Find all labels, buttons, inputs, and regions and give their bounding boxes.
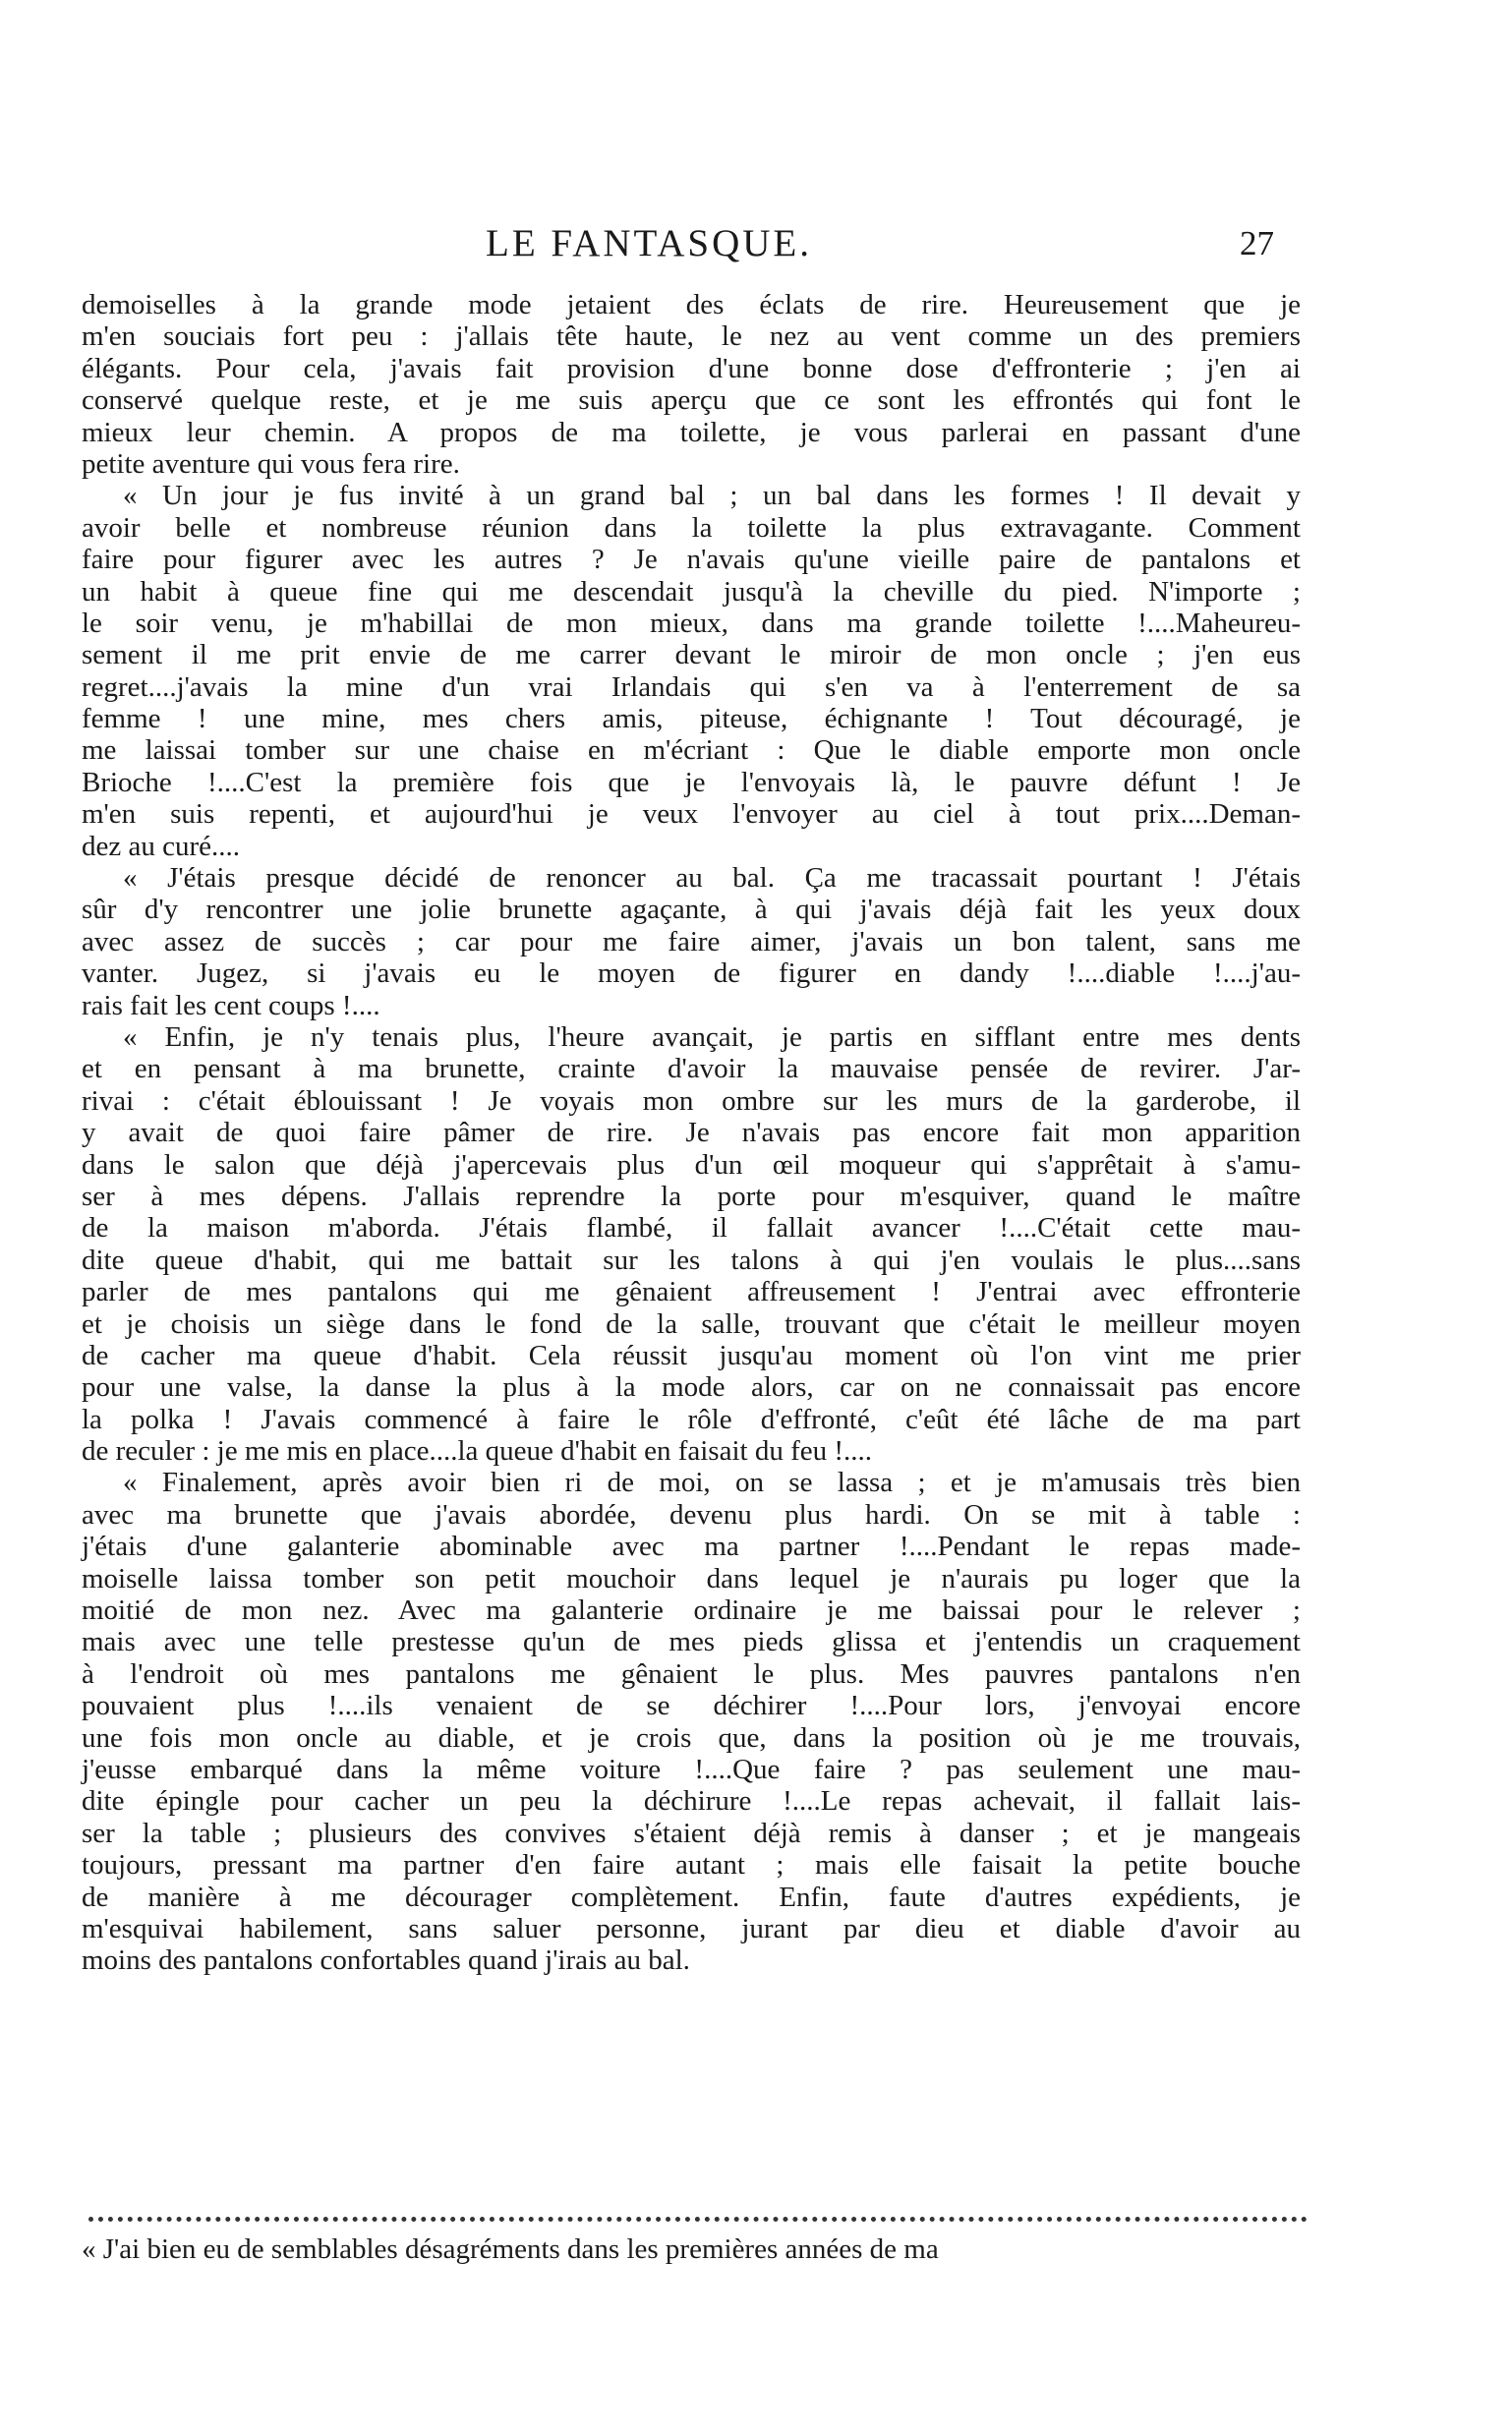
text-line: parler de mes pantalons qui me gênaient affreusement ! J'entrai avec effronterie [82, 1276, 1301, 1308]
text-line: « Enfin, je n'y tenais plus, l'heure avançait, je partis en sifflant entre mes dents [123, 1020, 1301, 1053]
text-line: rivai : c'était éblouissant ! Je voyais mon ombre sur les murs de la garderobe, il [82, 1084, 1301, 1117]
text-line: rais fait les cent coups !.... [82, 989, 380, 1021]
text-line: sement il me prit envie de me carrer devant le miroir de mon oncle ; j'en eus [82, 639, 1301, 671]
text-line: conservé quelque reste, et je me suis aperçu que ce sont les effrontés qui font le [82, 384, 1301, 417]
text-line: Brioche !....C'est la première fois que je l'envoyais là, le pauvre défunt ! Je [82, 766, 1301, 798]
body-text [82, 289, 1301, 1977]
text-line: toujours, pressant ma partner d'en faire autant ; mais elle faisait la petite bouche [82, 1849, 1301, 1882]
text-line: de la maison m'aborda. J'étais flambé, il fallait avancer !....C'était cette mau- [82, 1212, 1301, 1245]
text-line: y avait de quoi faire pâmer de rire. Je n'avais pas encore fait mon apparition [82, 1117, 1301, 1149]
text-line: sûr d'y rencontrer une jolie brunette agaçante, à qui j'avais déjà fait les yeux doux [82, 894, 1301, 926]
text-line: moitié de mon nez. Avec ma galanterie ordinaire je me baissai pour le relever ; [82, 1594, 1301, 1627]
text-line: élégants. Pour cela, j'avais fait provision d'une bonne dose d'effronterie ; j'en ai [82, 352, 1301, 384]
text-line: demoiselles à la grande mode jetaient des éclats de rire. Heureusement que je [82, 289, 1301, 320]
text-line: le soir venu, je m'habillai de mon mieux, dans ma grande toilette !....Maheureu- [82, 607, 1301, 639]
text-line: pour une valse, la danse la plus à la mode alors, car on ne connaissait pas encore [82, 1371, 1301, 1404]
text-line: ser la table ; plusieurs des convives s'étaient déjà remis à danser ; et je mangeais [82, 1817, 1301, 1849]
text-line: de cacher ma queue d'habit. Cela réussit jusqu'au moment où l'on vint me prier [82, 1339, 1301, 1371]
text-line: mieux leur chemin. A propos de ma toilette, je vous parlerai en passant d'une [82, 416, 1301, 448]
text-line: mais avec une telle prestesse qu'un de mes pieds glissa et j'entendis un craquement [82, 1626, 1301, 1658]
text-line: dite queue d'habit, qui me battait sur les talons à qui j'en voulais le plus....sans [82, 1244, 1301, 1276]
text-line: dite épingle pour cacher un peu la déchirure !....Le repas achevait, il fallait lais- [82, 1785, 1301, 1818]
text-line: et je choisis un siège dans le fond de la salle, trouvant que c'était le meilleur moyen [82, 1307, 1301, 1340]
text-line-final: « J'ai bien eu de semblables désagréments dans les premières années de ma [82, 2233, 939, 2265]
text-line: avec assez de succès ; car pour me faire aimer, j'avais un bon talent, sans me [82, 925, 1301, 957]
text-line: dez au curé.... [82, 830, 241, 862]
dotted-separator [88, 2217, 1308, 2233]
text-line: « Un jour je fus invité à un grand bal ; un bal dans les formes ! Il devait y [123, 480, 1301, 512]
running-header [0, 214, 1512, 273]
text-line: m'en souciais fort peu : j'allais tête haute, le nez au vent comme un des premiers [82, 320, 1301, 353]
text-line: pouvaient plus !....ils venaient de se déchirer !....Pour lors, j'envoyai encore [82, 1690, 1301, 1722]
text-line: avec ma brunette que j'avais abordée, devenu plus hardi. On se mit à table : [82, 1498, 1301, 1531]
text-line: m'esquivai habilement, sans saluer personne, jurant par dieu et diable d'avoir au [82, 1912, 1301, 1944]
text-line: femme ! une mine, mes chers amis, piteuse, échignante ! Tout découragé, je [82, 703, 1301, 735]
text-line: petite aventure qui vous fera rire. [82, 447, 460, 480]
text-line: faire pour figurer avec les autres ? Je n'avais qu'une vieille paire de pantalons et [82, 544, 1301, 576]
text-line: « J'étais presque décidé de renoncer au bal. Ça me tracassait pourtant ! J'étais [123, 862, 1301, 895]
text-line: et en pensant à ma brunette, crainte d'avoir la mauvaise pensée de revirer. J'ar- [82, 1053, 1301, 1085]
text-line: j'eusse embarqué dans la même voiture !....Que faire ? pas seulement une mau- [82, 1753, 1301, 1785]
text-line: j'étais d'une galanterie abominable avec ma partner !....Pendant le repas made- [82, 1531, 1301, 1563]
text-line: ser à mes dépens. J'allais reprendre la porte pour m'esquiver, quand le maître [82, 1180, 1301, 1212]
text-line: regret....j'avais la mine d'un vrai Irlandais qui s'en va à l'enterrement de sa [82, 670, 1301, 703]
running-title: LE FANTASQUE. [486, 222, 812, 264]
text-line: « Finalement, après avoir bien ri de moi, on se lassa ; et je m'amusais très bien [123, 1467, 1301, 1499]
text-line: moiselle laissa tomber son petit mouchoir dans lequel je n'aurais pu loger que la [82, 1562, 1301, 1594]
text-line: de manière à me décourager complètement. Enfin, faute d'autres expédients, je [82, 1881, 1301, 1913]
text-line: me laissai tomber sur une chaise en m'écriant : Que le diable emporte mon oncle [82, 734, 1301, 767]
text-line: la polka ! J'avais commencé à faire le rôle d'effronté, c'eût été lâche de ma part [82, 1403, 1301, 1435]
page-number: 27 [1240, 224, 1274, 262]
text-line: à l'endroit où mes pantalons me gênaient le plus. Mes pauvres pantalons n'en [82, 1657, 1301, 1690]
text-line: m'en suis repenti, et aujourd'hui je veux l'envoyer au ciel à tout prix....Deman- [82, 798, 1301, 831]
text-line: avoir belle et nombreuse réunion dans la toilette la plus extravagante. Comment [82, 511, 1301, 544]
text-line: une fois mon oncle au diable, et je crois que, dans la position où je me trouvais, [82, 1721, 1301, 1754]
text-line: de reculer : je me mis en place....la queue d'habit en faisait du feu !.... [82, 1435, 873, 1468]
text-line: moins des pantalons confortables quand j'irais au bal. [82, 1944, 690, 1977]
text-line: un habit à queue fine qui me descendait jusqu'à la cheville du pied. N'importe ; [82, 575, 1301, 608]
text-line: dans le salon que déjà j'apercevais plus d'un œil moqueur qui s'apprêtait à s'amu- [82, 1148, 1301, 1181]
text-line: vanter. Jugez, si j'avais eu le moyen de figurer en dandy !....diable !....j'au- [82, 957, 1301, 990]
